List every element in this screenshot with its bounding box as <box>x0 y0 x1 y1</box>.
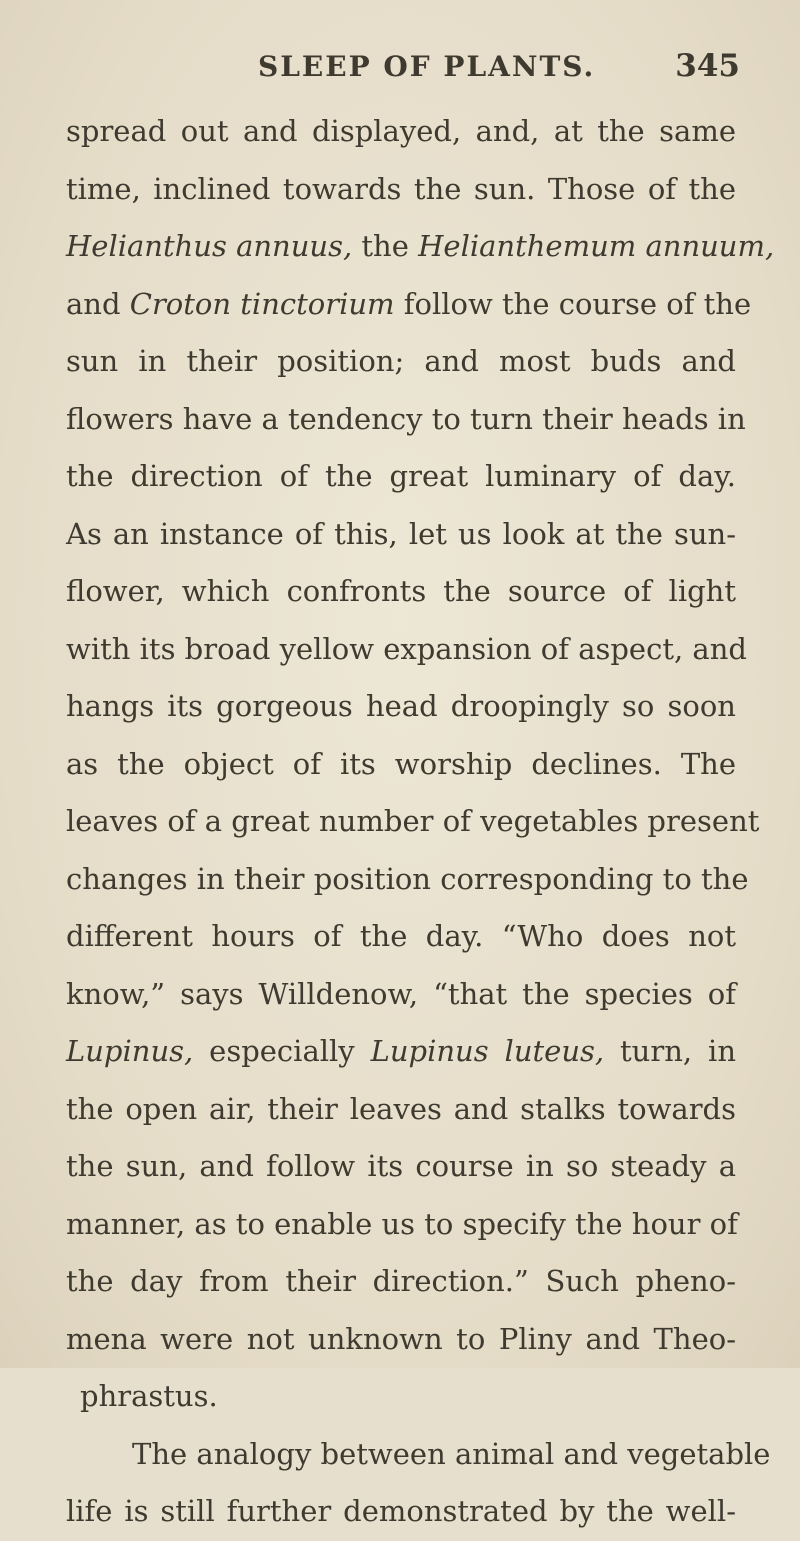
text-line: spread out and displayed, and, at the same <box>66 114 736 148</box>
text-line: manner, as to enable us to specify the hour of <box>66 1206 738 1241</box>
text-line: the sun, and follow its course in so steady a <box>66 1149 736 1183</box>
italic-term: Lupinus, <box>66 1034 194 1068</box>
text-line: Lupinus, especially Lupinus luteus, turn, in <box>66 1034 736 1068</box>
text-line: the open air, their leaves and stalks towards <box>66 1091 736 1126</box>
text-line: the direction of the great luminary of day. <box>66 459 736 493</box>
text-line: Helianthus annuus, the Helianthemum annuum, <box>66 229 775 263</box>
text-line: flower, which confronts the source of light <box>66 574 736 608</box>
text-line: with its broad yellow expansion of aspect, and <box>66 631 747 666</box>
text-line: As an instance of this, let us look at the sun- <box>66 516 736 551</box>
italic-term: Lupinus luteus, <box>370 1034 605 1068</box>
italic-term: Helianthus annuus, <box>66 229 353 263</box>
text-line: the day from their direction.” Such pheno- <box>66 1264 736 1298</box>
italic-term: Croton tinctorium <box>129 286 395 321</box>
text-line: different hours of the day. “Who does not <box>66 919 736 953</box>
text-line: life is still further demonstrated by the well- <box>66 1494 736 1528</box>
page-number: 345 <box>675 48 740 84</box>
text-line: leaves of a great number of vegetables present <box>66 804 760 838</box>
text-line: flowers have a tendency to turn their heads in <box>66 401 746 436</box>
body-text <box>66 103 775 1541</box>
text-line: and Croton tinctorium follow the course of the <box>66 286 752 321</box>
text-line: The analogy between animal and vegetable <box>132 1436 771 1471</box>
text-line: phrastus. <box>80 1379 218 1413</box>
text-line: know,” says Willdenow, “that the species of <box>66 976 736 1011</box>
text-line: sun in their position; and most buds and <box>66 344 736 378</box>
text-line: as the object of its worship declines. The <box>66 746 736 781</box>
text-line: time, inclined towards the sun. Those of the <box>66 171 736 206</box>
text-line: mena were not unknown to Pliny and Theo- <box>66 1321 736 1356</box>
page-header <box>250 50 740 90</box>
text-line: changes in their position corresponding to the <box>66 861 749 896</box>
text-line: hangs its gorgeous head droopingly so soon <box>66 689 736 723</box>
running-head: SLEEP OF PLANTS. <box>258 50 596 83</box>
italic-term: Helianthemum annuum, <box>418 229 775 263</box>
